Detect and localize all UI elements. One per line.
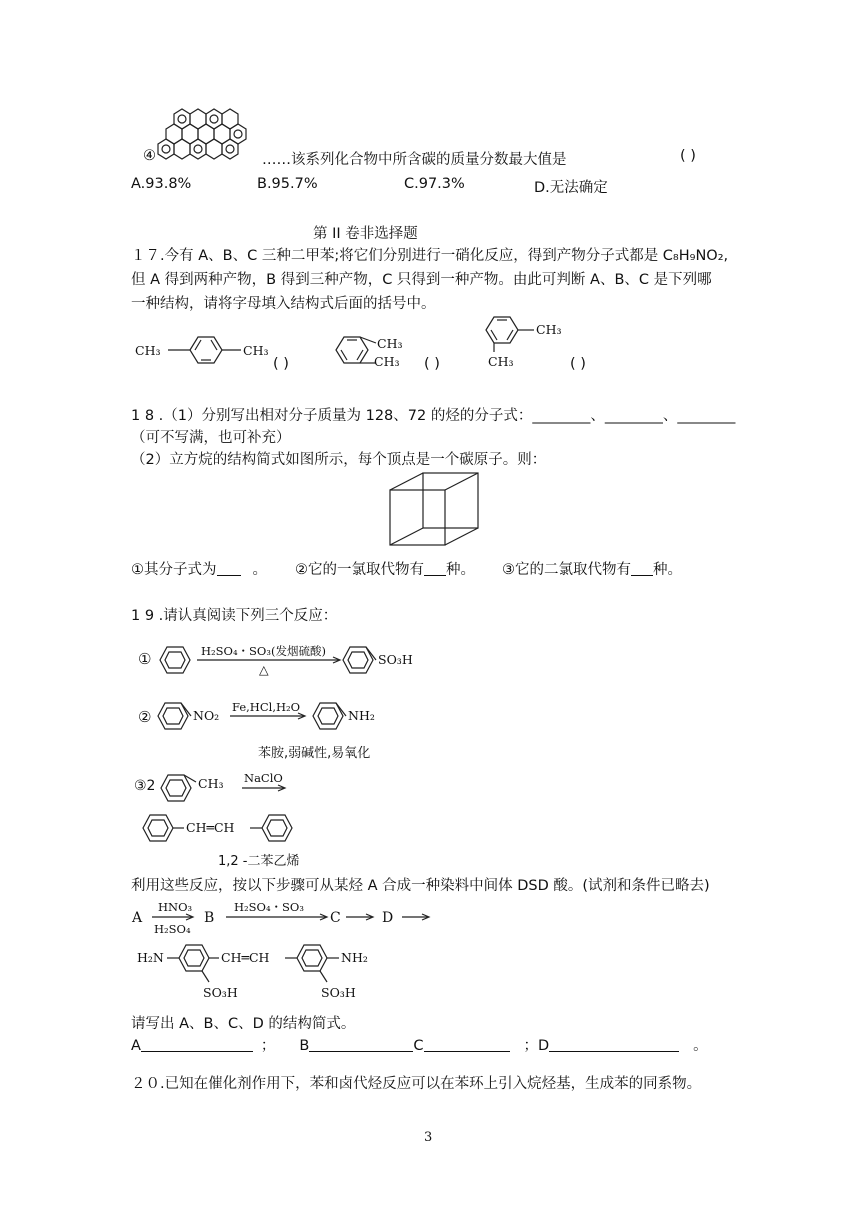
q17-paren-2: ( ) [424, 356, 440, 372]
reaction-3-arrow [240, 766, 290, 806]
dsd-acid-structure [135, 938, 425, 1002]
reaction-3-label: ③2 [134, 778, 156, 794]
sequence-d: D [382, 910, 394, 926]
reaction-2-nh2: NH₂ [348, 708, 375, 723]
q19-ask: 请写出 A、B、C、D 的结构简式。 [131, 1016, 356, 1032]
meta-xylene-ch3-right: CH₃ [536, 322, 562, 337]
dsd-so3h-right: SO₃H [321, 985, 356, 1000]
sequence-b: B [204, 910, 215, 926]
q18-line-1: 1 8 .（1）分别写出相对分子质量为 128、72 的烃的分子式：________、________、________ [131, 408, 736, 424]
q19-intro: 1 9 .请认真阅读下列三个反应： [131, 608, 338, 624]
ortho-xylene-ch3-top: CH₃ [377, 336, 403, 351]
para-xylene-ch3-right: CH₃ [243, 343, 269, 358]
q16-option-a: A.93.8% [131, 176, 192, 192]
q18-line-3: （2）立方烷的结构简式如图所示，每个顶点是一个碳原子。则： [131, 452, 547, 468]
section-title: 第 II 卷非选择题 [313, 226, 418, 242]
meta-xylene-structure [478, 310, 578, 372]
q16-option-b: B.95.7% [257, 176, 318, 192]
q18-sub-2: ②它的一氯取代物有 种。 [295, 562, 475, 578]
reaction-1-benzene [157, 642, 193, 678]
stilbene-name: 1,2 -二苯乙烯 [218, 854, 300, 869]
synthesis-sequence [130, 896, 450, 940]
q17-line-1: １７.今有 A、B、C 三种二甲苯;将它们分别进行一硝化反应，得到产物分子式都是 C₈H₉NO₂, [131, 248, 729, 264]
page-number: 3 [424, 1130, 433, 1145]
para-xylene-structure [135, 330, 285, 374]
stilbene-bridge: CH═CH [186, 820, 235, 835]
reaction-3-reagent: NaClO [244, 771, 283, 785]
q16-option-c: C.97.3% [404, 176, 465, 192]
reaction-3-ch3: CH₃ [198, 776, 224, 791]
reaction-3-toluene [158, 766, 238, 810]
q18-sub-1: ①其分子式为 。 [131, 562, 267, 578]
reaction-2-aniline [310, 696, 390, 736]
q20-line-1: ２０.已知在催化剂作用下，苯和卤代烃反应可以在苯环上引入烷烃基，生成苯的同系物。 [131, 1076, 702, 1092]
reaction-2-reagent: Fe,HCl,H₂O [232, 700, 301, 714]
reaction-1-arrow [195, 640, 345, 680]
q19-answer-line: A ； B C ；D 。 [131, 1038, 708, 1054]
reaction-1-product [340, 640, 440, 680]
q18-sub-3: ③它的二氯取代物有 种。 [502, 562, 682, 578]
polycyclic-aromatic-structure [140, 100, 260, 170]
q16-item-label: ④ [143, 148, 156, 164]
ortho-xylene-structure [330, 328, 430, 378]
q17-line-3: 一种结构，请将字母填入结构式后面的括号中。 [131, 296, 436, 312]
sequence-reagent-hno3: HNO₃ [158, 900, 193, 914]
dsd-nh2: NH₂ [341, 950, 368, 965]
q19-use-text: 利用这些反应，按以下步骤可从某烃 A 合成一种染料中间体 DSD 酸。(试剂和条件已略去) [131, 878, 710, 894]
q18-line-2: （可不写满，也可补充） [131, 430, 291, 446]
ortho-xylene-ch3-bottom: CH₃ [374, 354, 400, 369]
sequence-reagent-h2so4-so3: H₂SO₄・SO₃ [234, 900, 304, 914]
q17-line-2: 但 A 得到两种产物，B 得到三种产物，C 只得到一种产物。由此可判断 A、B、C 是下列哪 [131, 272, 712, 288]
reaction-1-label: ① [138, 650, 152, 668]
reaction-2-nitrobenzene [155, 696, 235, 736]
reaction-2-no2: NO₂ [193, 708, 220, 723]
q17-paren-3: ( ) [570, 356, 586, 372]
q16-stem: ……该系列化合物中所含碳的质量分数最大值是 [262, 152, 567, 168]
reaction-2-arrow [228, 696, 310, 736]
reaction-2-label: ② [138, 708, 152, 726]
stilbene-structure [140, 808, 310, 848]
dsd-so3h-left: SO₃H [203, 985, 238, 1000]
sequence-reagent-h2so4: H₂SO₄ [154, 922, 191, 936]
q16-option-d: D.无法确定 [534, 180, 608, 196]
dsd-h2n: H₂N [137, 950, 164, 965]
meta-xylene-ch3-bottom: CH₃ [488, 354, 514, 369]
sequence-c: C [330, 910, 341, 926]
reaction-2-note: 苯胺,弱碱性,易氧化 [258, 746, 371, 761]
reaction-1-condition: △ [259, 662, 269, 677]
cubane-cube-structure [385, 470, 485, 550]
reaction-1-reagent: H₂SO₄・SO₃(发烟硫酸) [201, 644, 326, 658]
sequence-a: A [132, 910, 143, 926]
q17-paren-1: ( ) [273, 356, 289, 372]
reaction-1-so3h: SO₃H [378, 652, 413, 667]
para-xylene-ch3-left: CH₃ [135, 343, 161, 358]
dsd-bridge: CH═CH [221, 950, 270, 965]
q16-answer-paren: ( ) [680, 148, 696, 164]
